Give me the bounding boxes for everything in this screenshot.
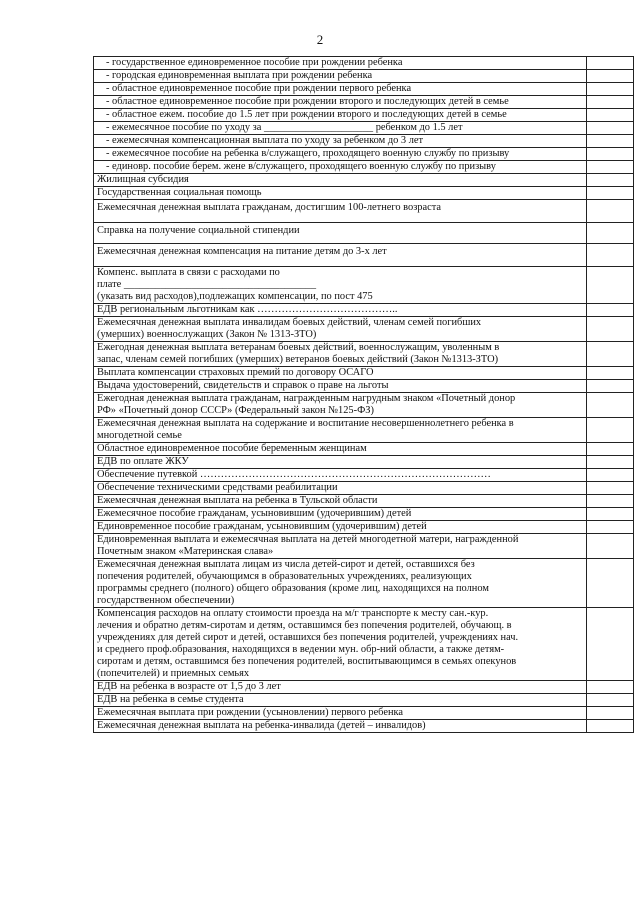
benefit-label: - единовр. пособие берем. жене в/служащего, проходящего военную службу по призыву xyxy=(106,161,496,172)
benefit-label: Компенсация расходов на оплату стоимости проезда на м/г транспорте к месту сан.-кур. лечения и обратно детям-сиротам и детям, оставшимся без попечения родителей, обучающ. в учреждениях для детей сирот и детей, оставшихся без попечения родителей, учреждениях нач. и среднего проф.образования, находящихся в ведении мун. обр-ний области, а также детям- сиротам и детям, оставшимся без попечения родителей, воспитывающимся в семьях опекунов (попечителей) и приемных семьях xyxy=(97,608,519,679)
benefit-label-cell xyxy=(94,244,587,267)
benefit-label-cell xyxy=(94,456,587,469)
benefit-label-cell xyxy=(94,482,587,495)
benefit-label-cell xyxy=(94,223,587,244)
table-row xyxy=(94,304,634,317)
benefit-label: - ежемесячное пособие по уходу за _____________________ ребенком до 1.5 лет xyxy=(106,122,463,133)
benefit-label-cell xyxy=(94,317,587,342)
table-row xyxy=(94,161,634,174)
benefit-label-cell xyxy=(94,187,587,200)
benefit-label-cell xyxy=(94,109,587,122)
benefit-label: ЕДВ по оплате ЖКУ xyxy=(97,456,189,467)
table-row xyxy=(94,187,634,200)
checkbox-cell[interactable] xyxy=(587,174,634,187)
benefit-label: ЕДВ на ребенка в семье студента xyxy=(97,694,244,705)
benefit-label-cell xyxy=(94,83,587,96)
benefit-label: Ежемесячная денежная выплата гражданам, достигшим 100-летнего возраста xyxy=(97,202,441,213)
benefit-label-cell xyxy=(94,148,587,161)
checkbox-cell[interactable] xyxy=(587,200,634,223)
checkbox-cell[interactable] xyxy=(587,482,634,495)
table-row xyxy=(94,148,634,161)
benefit-label: - областное ежем. пособие до 1.5 лет при рождении второго и последующих детей в семье xyxy=(106,109,507,120)
checkbox-cell[interactable] xyxy=(587,456,634,469)
benefit-label: Ежемесячная денежная выплата на ребенка-инвалида (детей – инвалидов) xyxy=(97,720,426,731)
benefit-label: Ежемесячная денежная выплата лицам из числа детей-сирот и детей, оставшихся без попечения родителей, обучающимся в образовательных учреждениях, реализующих программы среднего (полного) общего образования (кроме лиц, находящихся на полном государственном обеспечении) xyxy=(97,559,489,606)
benefit-label-cell xyxy=(94,304,587,317)
benefit-label: Ежемесячная выплата при рождении (усыновлении) первого ребенка xyxy=(97,707,404,718)
benefit-label-cell xyxy=(94,57,587,70)
table-row xyxy=(94,57,634,70)
table-row xyxy=(94,707,634,720)
table-row xyxy=(94,681,634,694)
benefit-label-cell xyxy=(94,681,587,694)
table-row xyxy=(94,135,634,148)
benefit-label-cell xyxy=(94,367,587,380)
table-row xyxy=(94,122,634,135)
table-row xyxy=(94,559,634,608)
benefit-label: Единовременное пособие гражданам, усыновившим (удочерившим) детей xyxy=(97,521,427,532)
table-row xyxy=(94,495,634,508)
benefit-label-cell xyxy=(94,443,587,456)
benefit-label: ЕДВ на ребенка в возрасте от 1,5 до 3 лет xyxy=(97,681,281,692)
checkbox-cell[interactable] xyxy=(587,508,634,521)
table-row xyxy=(94,70,634,83)
table-row xyxy=(94,508,634,521)
benefit-label: Ежемесячная денежная выплата на ребенка в Тульской области xyxy=(97,495,378,506)
checkbox-cell[interactable] xyxy=(587,109,634,122)
benefit-label: Обеспечение техническими средствами реабилитации xyxy=(97,482,338,493)
benefit-label: ЕДВ региональным льготникам как ………………………………….. xyxy=(97,304,398,315)
table-row xyxy=(94,96,634,109)
checkbox-cell[interactable] xyxy=(587,161,634,174)
benefit-label: Ежемесячная денежная выплата на содержание и воспитание несовершеннолетнего ребенка в многодетной семье xyxy=(97,418,514,441)
checkbox-cell[interactable] xyxy=(587,681,634,694)
checkbox-cell[interactable] xyxy=(587,148,634,161)
checkbox-cell[interactable] xyxy=(587,83,634,96)
benefit-label: Областное единовременное пособие беременным женщинам xyxy=(97,443,367,454)
benefit-label: - городская единовременная выплата при рождении ребенка xyxy=(106,70,373,81)
benefit-label-cell xyxy=(94,508,587,521)
checkbox-cell[interactable] xyxy=(587,342,634,367)
benefit-label: Ежемесячное пособие гражданам, усыновившим (удочерившим) детей xyxy=(97,508,412,519)
benefit-label-cell xyxy=(94,707,587,720)
checkbox-cell[interactable] xyxy=(587,720,634,733)
table-row xyxy=(94,720,634,733)
benefit-label: Справка на получение социальной стипендии xyxy=(97,225,300,236)
checkbox-cell[interactable] xyxy=(587,521,634,534)
benefits-table-body xyxy=(94,57,634,733)
checkbox-cell[interactable] xyxy=(587,534,634,559)
checkbox-cell[interactable] xyxy=(587,418,634,443)
benefit-label-cell xyxy=(94,342,587,367)
checkbox-cell[interactable] xyxy=(587,367,634,380)
benefit-label-cell xyxy=(94,135,587,148)
benefit-label-cell xyxy=(94,70,587,83)
checkbox-cell[interactable] xyxy=(587,122,634,135)
checkbox-cell[interactable] xyxy=(587,694,634,707)
benefit-label: Ежегодная денежная выплата ветеранам боевых действий, военнослужащим, уволенным в запас, членам семей погибших (умерших) ветеранов боевых действий (Закон №1313-ЗТО) xyxy=(97,342,500,365)
benefit-label-cell xyxy=(94,720,587,733)
table-row xyxy=(94,694,634,707)
benefit-label: - областное единовременное пособие при рождении второго и последующих детей в семье xyxy=(106,96,509,107)
checkbox-cell[interactable] xyxy=(587,187,634,200)
checkbox-cell[interactable] xyxy=(587,707,634,720)
benefit-label-cell xyxy=(94,122,587,135)
table-row xyxy=(94,200,634,223)
benefit-label: Ежегодная денежная выплата гражданам, награжденным нагрудным знаком «Почетный донор РФ» «Почетный донор СССР» (Федеральный закон №125-ФЗ) xyxy=(97,393,516,416)
table-row xyxy=(94,534,634,559)
table-row xyxy=(94,608,634,681)
checkbox-cell[interactable] xyxy=(587,244,634,267)
benefit-label-cell xyxy=(94,174,587,187)
benefit-label-cell xyxy=(94,495,587,508)
benefit-label-cell xyxy=(94,161,587,174)
benefit-label: Компенс. выплата в связи с расходами по плате _____________________________________ (указать вид расходов),подлежащих компенсации, по пост 475 xyxy=(97,267,373,302)
benefit-label: Единовременная выплата и ежемесячная выплата на детей многодетной матери, награжденной Почетным знаком «Материнская слава» xyxy=(97,534,519,557)
benefits-table xyxy=(93,56,634,733)
table-row xyxy=(94,109,634,122)
benefit-label-cell xyxy=(94,469,587,482)
benefit-label: Ежемесячная денежная выплата инвалидам боевых действий, членам семей погибших (умерших) военнослужащих (Закон № 1313-ЗТО) xyxy=(97,317,482,340)
table-row xyxy=(94,469,634,482)
table-row xyxy=(94,223,634,244)
benefit-label: Государственная социальная помощь xyxy=(97,187,262,198)
table-row xyxy=(94,482,634,495)
checkbox-cell[interactable] xyxy=(587,495,634,508)
table-row xyxy=(94,367,634,380)
benefit-label-cell xyxy=(94,418,587,443)
benefit-label-cell xyxy=(94,393,587,418)
benefit-label-cell xyxy=(94,200,587,223)
checkbox-cell[interactable] xyxy=(587,608,634,681)
checkbox-cell[interactable] xyxy=(587,559,634,608)
benefit-label-cell xyxy=(94,694,587,707)
table-row xyxy=(94,83,634,96)
table-row xyxy=(94,244,634,267)
benefit-label-cell xyxy=(94,608,587,681)
table-row xyxy=(94,393,634,418)
benefit-label-cell xyxy=(94,96,587,109)
table-row xyxy=(94,267,634,304)
table-row xyxy=(94,317,634,342)
benefit-label-cell xyxy=(94,534,587,559)
table-row xyxy=(94,456,634,469)
benefit-label: - ежемесячное пособие на ребенка в/служащего, проходящего военную службу по призыву xyxy=(106,148,510,159)
checkbox-cell[interactable] xyxy=(587,443,634,456)
table-row xyxy=(94,521,634,534)
checkbox-cell[interactable] xyxy=(587,57,634,70)
benefit-label-cell xyxy=(94,521,587,534)
benefit-label-cell xyxy=(94,267,587,304)
checkbox-cell[interactable] xyxy=(587,70,634,83)
benefit-label: - государственное единовременное пособие при рождении ребенка xyxy=(106,57,403,68)
benefit-label: Жилищная субсидия xyxy=(97,174,189,185)
table-row xyxy=(94,342,634,367)
checkbox-cell[interactable] xyxy=(587,317,634,342)
checkbox-cell[interactable] xyxy=(587,393,634,418)
benefit-label: Обеспечение путевкой ………………………………………………………………………… xyxy=(97,469,491,480)
checkbox-cell[interactable] xyxy=(587,304,634,317)
benefit-label: Ежемесячная денежная компенсация на питание детям до 3-х лет xyxy=(97,246,387,257)
checkbox-cell[interactable] xyxy=(587,267,634,304)
benefit-label-cell xyxy=(94,380,587,393)
checkbox-cell[interactable] xyxy=(587,223,634,244)
checkbox-cell[interactable] xyxy=(587,380,634,393)
page-number: 2 xyxy=(316,32,324,47)
table-row xyxy=(94,443,634,456)
table-row xyxy=(94,174,634,187)
benefit-label: - областное единовременное пособие при рождении первого ребенка xyxy=(106,83,412,94)
benefit-label: Выдача удостоверений, свидетельств и справок о праве на льготы xyxy=(97,380,389,391)
table-row xyxy=(94,418,634,443)
benefit-label: Выплата компенсации страховых премий по договору ОСАГО xyxy=(97,367,374,378)
benefit-label: - ежемесячная компенсационная выплата по уходу за ребенком до 3 лет xyxy=(106,135,424,146)
checkbox-cell[interactable] xyxy=(587,135,634,148)
checkbox-cell[interactable] xyxy=(587,96,634,109)
checkbox-cell[interactable] xyxy=(587,469,634,482)
benefit-label-cell xyxy=(94,559,587,608)
table-row xyxy=(94,380,634,393)
